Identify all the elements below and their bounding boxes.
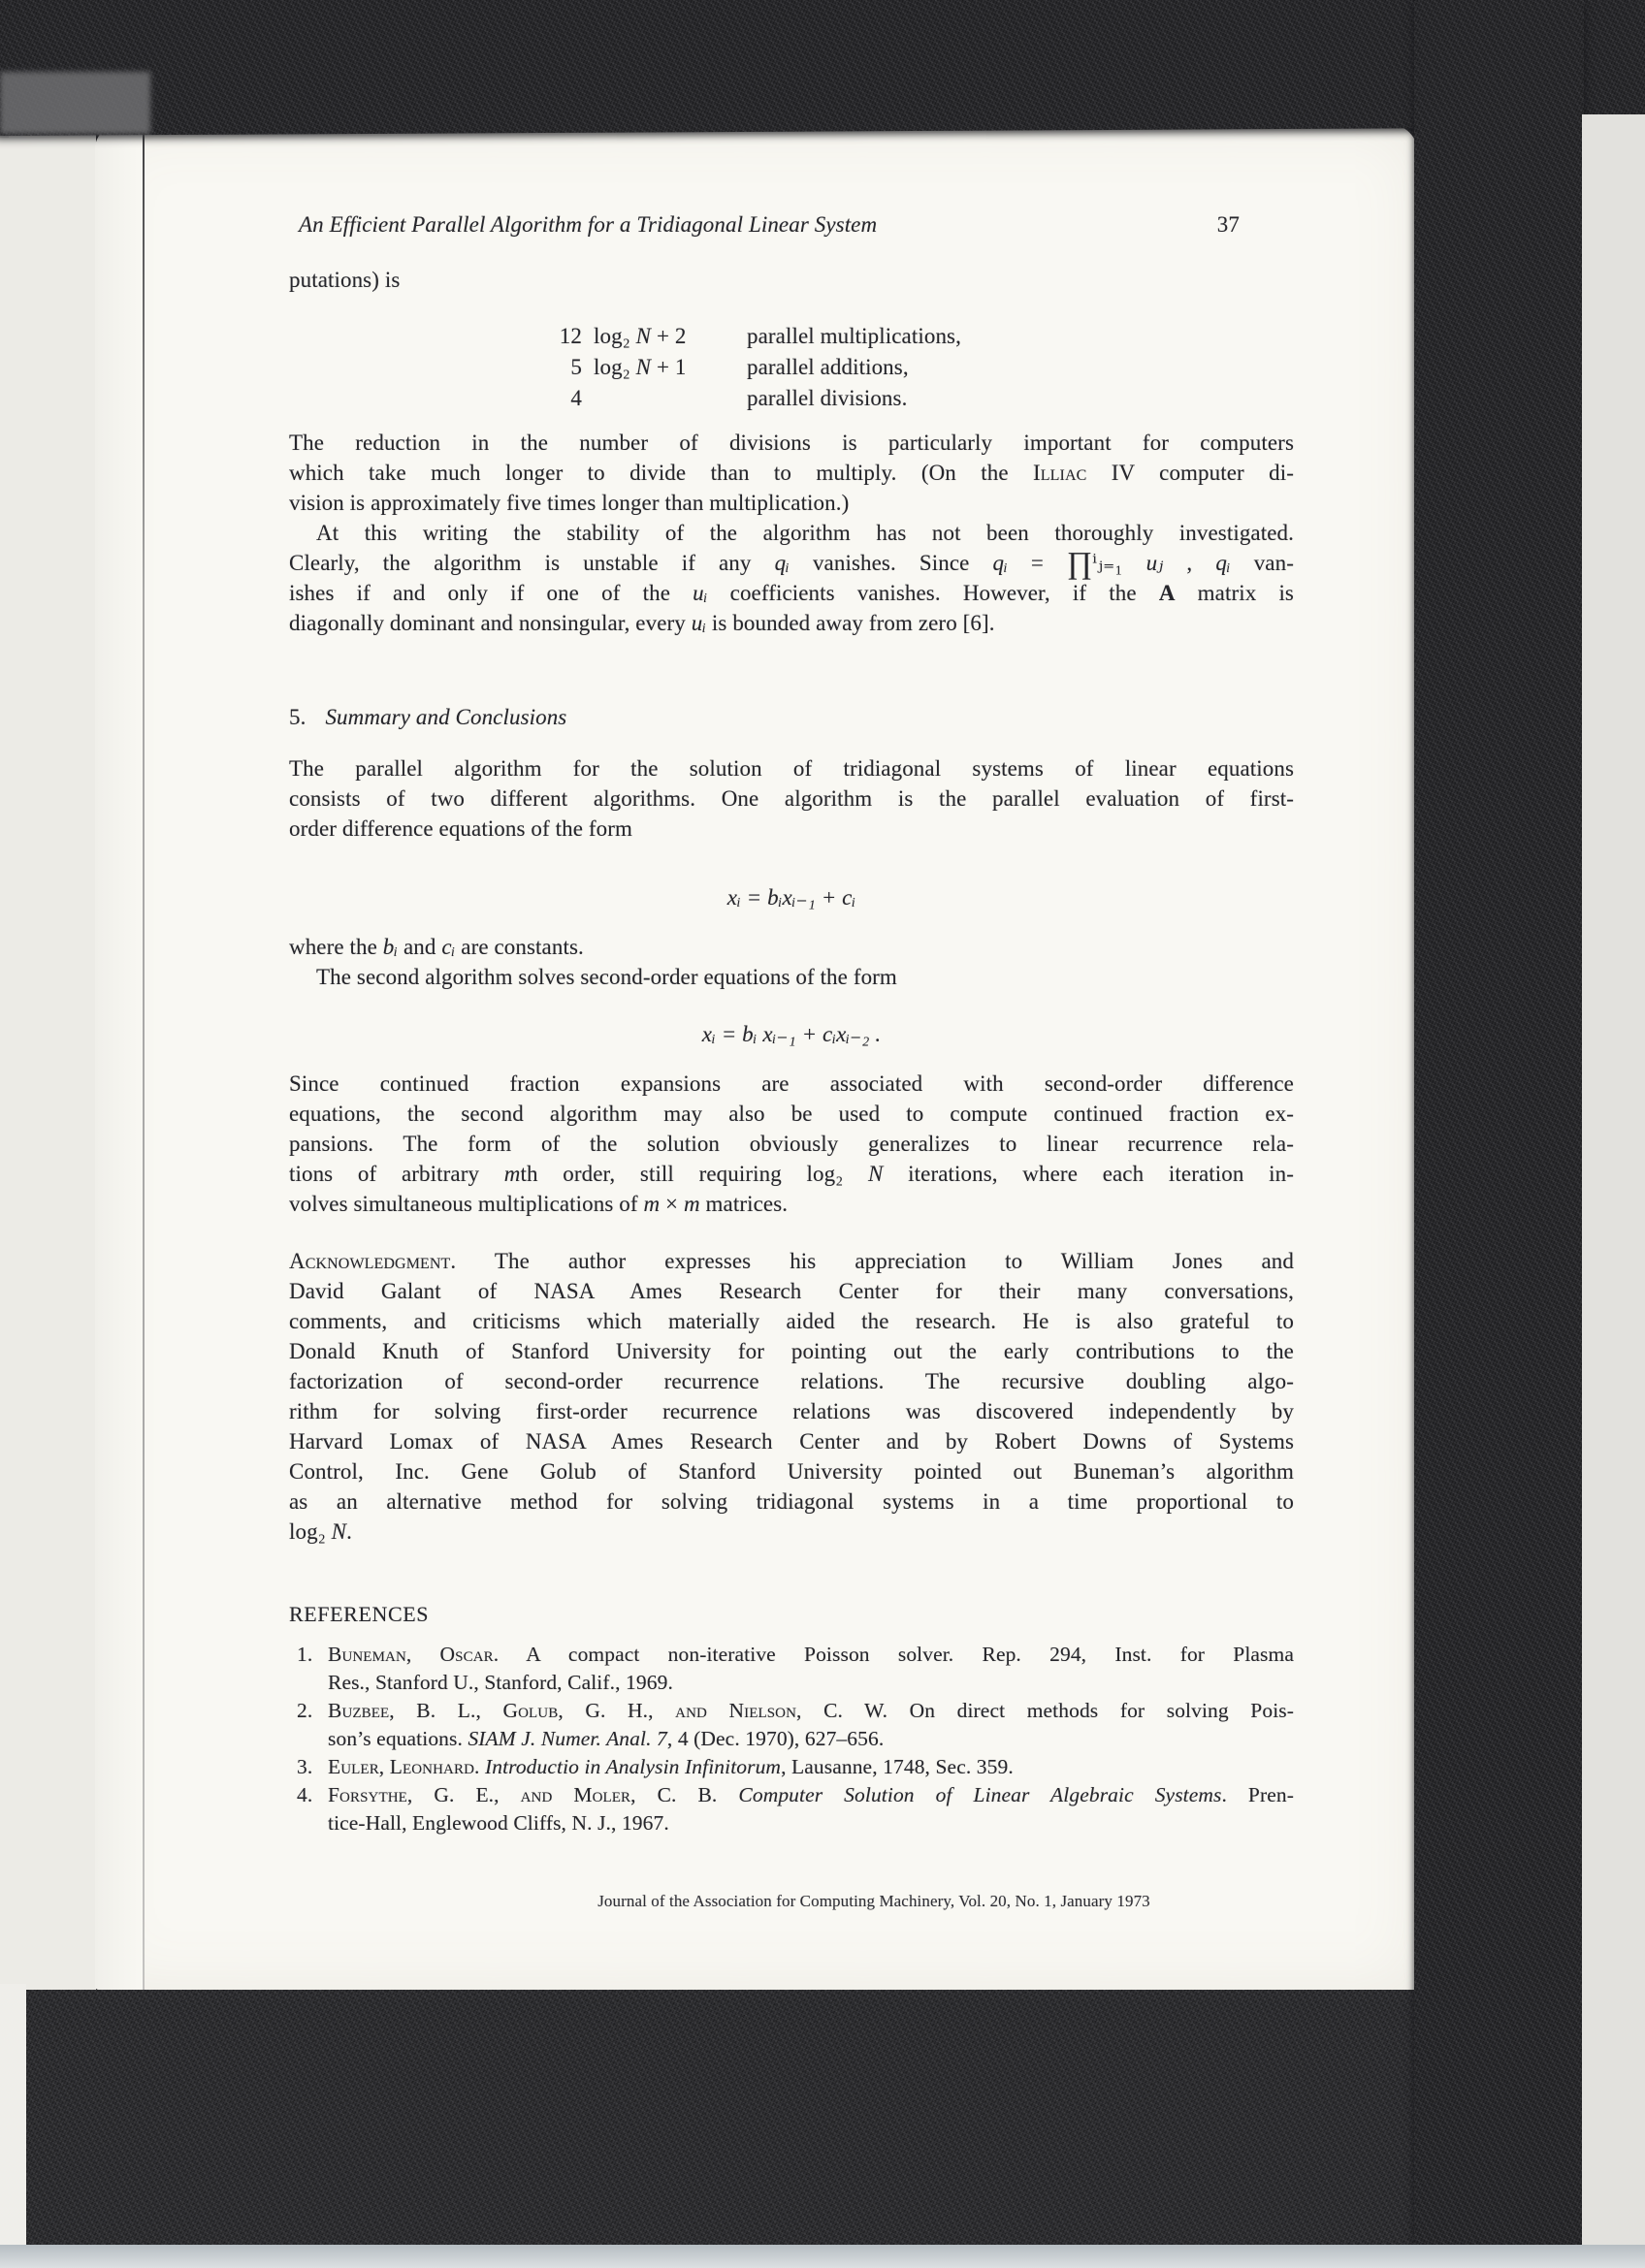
text-line: which take much longer to divide than to multiply. (On the Illiac IV computer di- [289, 461, 1295, 485]
text-line: Since continued fraction expansions are associated with second-order difference [289, 1071, 1294, 1096]
continuation-line: putations) is [289, 268, 401, 292]
text-line: The second algorithm solves second-order equations of the form [316, 965, 897, 989]
reference-number: 1. [297, 1643, 313, 1666]
equation-first-order: xᵢ = bᵢxᵢ₋₁ + cᵢ [726, 885, 856, 910]
text-line: equations, the second algorithm may also be used to compute continued fraction ex- [289, 1102, 1294, 1126]
reference-item [289, 1697, 1294, 1753]
text-line: tice-Hall, Englewood Cliffs, N. J., 1967. [328, 1811, 669, 1835]
references-list [289, 1641, 1294, 1837]
op-count-coefficient: 4 [570, 386, 582, 410]
text-line: Donald Knuth of Stanford University for pointing out the early contributions to the [289, 1339, 1294, 1363]
paragraph-division-reduction [289, 428, 1294, 638]
text-line: pansions. The form of the solution obviously generalizes to linear recurrence rela- [289, 1132, 1294, 1156]
paragraph-summary [289, 753, 1294, 844]
op-count-expression: log₂ N + 1 [594, 355, 687, 379]
page-content [289, 124, 1294, 1912]
text-line: rithm for solving first-order recurrence relations was discovered independently by [289, 1399, 1294, 1423]
section-number: 5. [289, 705, 306, 729]
text-line: At this writing the stability of the algorithm has not been thoroughly investigated. [316, 521, 1294, 545]
text-line: Control, Inc. Gene Golub of Stanford University pointed out Buneman’s algorithm [289, 1459, 1294, 1484]
text-line: The reduction in the number of divisions is particularly important for computers [289, 431, 1294, 455]
text-line: Clearly, the algorithm is unstable if any qᵢ vanishes. Since qᵢ = ∏ⁱⱼ₌₁ uⱼ , qᵢ van- [289, 546, 1294, 580]
op-count-description: parallel divisions. [747, 386, 908, 410]
paragraph-continued-fraction [289, 1069, 1294, 1219]
reference-number: 3. [297, 1755, 313, 1778]
text-line: Buzbee, B. L., Golub, G. H., and Nielson, C. W. On direct methods for solving Pois- [328, 1699, 1295, 1722]
reference-number: 2. [297, 1699, 313, 1722]
text-line: Harvard Lomax of NASA Ames Research Center and by Robert Downs of Systems [289, 1429, 1294, 1453]
scan-corner-smudge [0, 72, 150, 134]
journal-footer: Journal of the Association for Computing Machinery, Vol. 20, No. 1, January 1973 [597, 1892, 1150, 1910]
section-title: Summary and Conclusions [325, 705, 567, 729]
text-line: son’s equations. SIAM J. Numer. Anal. 7, 4 (Dec. 1970), 627–656. [328, 1727, 885, 1750]
text-line: Acknowledgment. The author expresses his appreciation to William Jones and [289, 1249, 1294, 1273]
text-line: vision is approximately five times longer than multiplication.) [289, 491, 850, 515]
text-line: factorization of second-order recurrence relations. The recursive doubling algo- [289, 1369, 1294, 1393]
reference-item [289, 1641, 1294, 1697]
section-heading [289, 702, 1294, 732]
text-line: as an alternative method for solving tridiagonal systems in a time proportional to [289, 1489, 1294, 1514]
text-line: Buneman, Oscar. A compact non-iterative Poisson solver. Rep. 294, Inst. for Plasma [328, 1643, 1294, 1666]
op-count-expression [594, 383, 735, 414]
op-count-description: parallel additions, [747, 355, 909, 379]
scan-right-dark-band [1414, 0, 1584, 2248]
running-head [289, 209, 1294, 240]
text-line: order difference equations of the form [289, 816, 632, 841]
reference-number: 4. [297, 1783, 313, 1806]
op-count-description: parallel multiplications, [747, 324, 961, 348]
scan-bottom-light-strip [0, 2245, 1645, 2268]
scan-top-dark-band [0, 0, 1645, 136]
paragraph-where-constants [289, 932, 1294, 992]
text-line: consists of two different algorithms. One algorithm is the parallel evaluation of first- [289, 786, 1294, 811]
page-fold-line [143, 129, 145, 1990]
page-number: 37 [1216, 212, 1240, 237]
op-count-expression: log₂ N + 2 [594, 324, 687, 348]
text-line: Res., Stanford U., Stanford, Calif., 1969. [328, 1671, 673, 1694]
paper-page [95, 124, 1418, 1990]
text-line: ishes if and only if one of the uᵢ coefficients vanishes. However, if the A matrix is [289, 581, 1294, 605]
acknowledgment-paragraph [289, 1246, 1294, 1547]
text-line: tions of arbitrary mth order, still requiring log₂ N iterations, where each iteration in- [289, 1162, 1294, 1186]
text-line: volves simultaneous multiplications of m × m matrices. [289, 1192, 789, 1216]
operation-count-equations [537, 321, 1294, 414]
scanner-bed-left-margin [0, 124, 96, 1990]
equation-second-order: xᵢ = bᵢ xᵢ₋₁ + cᵢxᵢ₋₂ . [701, 1022, 882, 1046]
text-line: diagonally dominant and nonsingular, every uᵢ is bounded away from zero [6]. [289, 611, 995, 635]
scanner-bed-right-margin [1582, 114, 1645, 2268]
op-count-coefficient: 12 [559, 324, 582, 348]
references-heading: REFERENCES [289, 1602, 430, 1626]
reference-item [289, 1781, 1294, 1837]
text-line: comments, and criticisms which materially aided the research. He is also grateful to [289, 1309, 1294, 1333]
text-line: The parallel algorithm for the solution of tridiagonal systems of linear equations [289, 756, 1294, 781]
text-line: David Galant of NASA Ames Research Center for their many conversations, [289, 1279, 1294, 1303]
scanner-bed-bottom-left [0, 1984, 26, 2268]
text-line: Euler, Leonhard. Introductio in Analysin Infinitorum, Lausanne, 1748, Sec. 359. [328, 1755, 1014, 1778]
reference-item [289, 1753, 1294, 1781]
text-line: where the bᵢ and cᵢ are constants. [289, 935, 584, 959]
text-line: log₂ N. [289, 1519, 352, 1544]
op-count-coefficient: 5 [570, 355, 582, 379]
running-head-title: An Efficient Parallel Algorithm for a Tridiagonal Linear System [299, 212, 878, 237]
text-line: Forsythe, G. E., and Moler, C. B. Computer Solution of Linear Algebraic Systems. Pren- [328, 1783, 1295, 1806]
